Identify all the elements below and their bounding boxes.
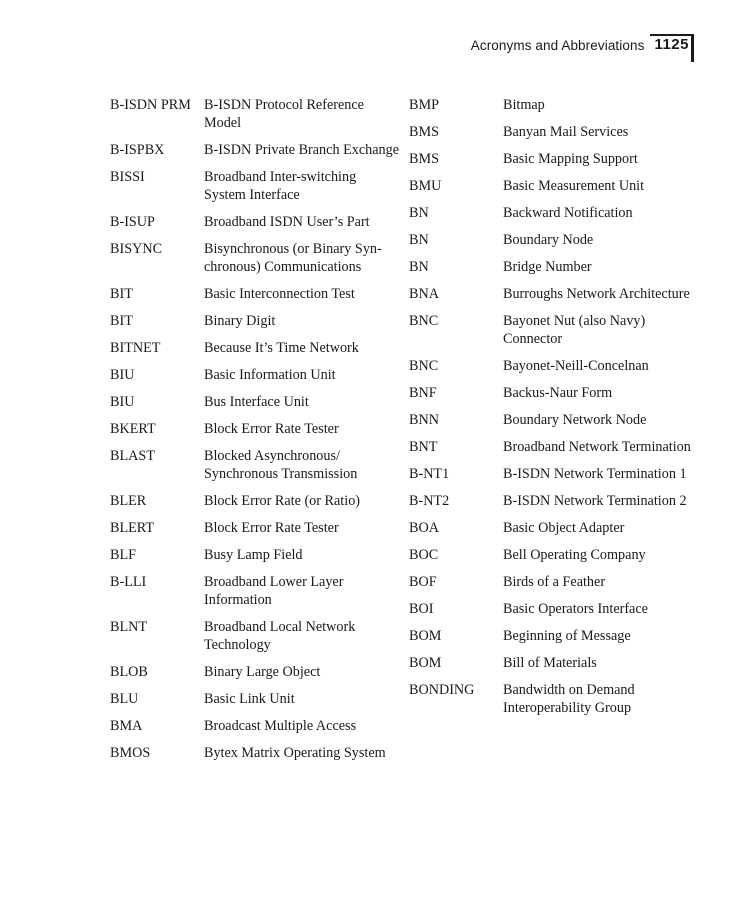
acronym: BITNET [110,340,161,356]
definition: Bayonet Nut (also Navy) Connector [503,313,646,347]
glossary-entry [110,447,400,483]
glossary-entry [110,168,400,204]
definition: Bisynchronous (or Binary Syn-chronous) Communications [204,241,382,275]
acronym: BOM [409,655,442,671]
definition: Blocked Asynchronous/ Synchronous Transmission [204,448,358,482]
glossary-entry [110,573,400,609]
definition: Bayonet-Neill-Concelnan [503,358,649,374]
definition: Broadband Inter-switching System Interface [204,169,357,203]
glossary-entry [409,438,699,456]
acronym: B-ISDN PRM [110,97,191,113]
definition: B-ISDN Private Branch Exchange [204,142,400,158]
glossary-entry [409,177,699,195]
glossary-entry [409,627,699,645]
acronym: BMU [409,178,442,194]
acronym: BNT [409,439,438,455]
glossary-entry [409,573,699,591]
acronym: BLAST [110,448,155,464]
definition: Burroughs Network Architecture [503,286,690,302]
glossary-entry [409,204,699,222]
acronym: BNN [409,412,439,428]
glossary-entry [409,258,699,276]
glossary-entry [409,96,699,114]
acronym: BIU [110,367,135,383]
definition: Bytex Matrix Operating System [204,745,386,761]
acronym: BLNT [110,619,148,635]
glossary-entry [409,492,699,510]
glossary-entry [409,465,699,483]
acronym: BIT [110,313,133,329]
definition: Basic Measurement Unit [503,178,645,194]
glossary-entry [409,411,699,429]
definition: Basic Object Adapter [503,520,625,536]
acronym: BMOS [110,745,151,761]
glossary-entry [409,546,699,564]
glossary-entry [409,681,699,717]
acronym: BIT [110,286,133,302]
definition: Broadband Lower Layer Information [204,574,344,608]
acronym: BNA [409,286,439,302]
definition: Bell Operating Company [503,547,646,563]
glossary-entry [110,213,400,231]
acronym: BISSI [110,169,145,185]
acronym: B-LLI [110,574,147,590]
definition: B-ISDN Protocol Reference Model [204,97,364,131]
running-header [471,34,692,56]
definition: Block Error Rate Tester [204,421,339,437]
definition: Broadcast Multiple Access [204,718,357,734]
glossary-entry [409,357,699,375]
glossary-entry [110,96,400,132]
definition: Beginning of Message [503,628,631,644]
acronym: BISYNC [110,241,163,257]
glossary-entry [110,492,400,510]
glossary-entry [110,141,400,159]
definition: Birds of a Feather [503,574,606,590]
definition: Block Error Rate Tester [204,520,339,536]
acronym: BOA [409,520,439,536]
right-column [409,96,699,726]
acronym: BOF [409,574,437,590]
definition: Because It’s Time Network [204,340,359,356]
acronym: BLU [110,691,139,707]
glossary-entry [409,600,699,618]
acronym: B-NT1 [409,466,450,482]
glossary-entry [409,312,699,348]
definition: Bitmap [503,97,545,113]
glossary-entry [110,663,400,681]
acronym: B-NT2 [409,493,450,509]
acronym: BNF [409,385,437,401]
definition: Banyan Mail Services [503,124,629,140]
glossary-entry [409,654,699,672]
acronym: B-ISPBX [110,142,165,158]
glossary-entry [110,420,400,438]
acronym: BMS [409,124,439,140]
definition: Boundary Node [503,232,594,248]
acronym: BLER [110,493,147,509]
acronym: BKERT [110,421,156,437]
acronym: BN [409,205,429,221]
definition: Basic Link Unit [204,691,295,707]
acronym: BONDING [409,682,475,698]
definition: Boundary Network Node [503,412,647,428]
acronym: BLOB [110,664,148,680]
definition: Bus Interface Unit [204,394,309,410]
glossary-entry [110,717,400,735]
definition: Bridge Number [503,259,592,275]
definition: Basic Operators Interface [503,601,648,617]
glossary-entry [409,384,699,402]
acronym: BMA [110,718,143,734]
acronym: BOC [409,547,439,563]
acronym: BN [409,232,429,248]
acronym: BMP [409,97,439,113]
glossary-entry [110,339,400,357]
glossary-entry [110,546,400,564]
glossary-entry [110,366,400,384]
page-number: 1125 [654,36,689,53]
header-title: Acronyms and Abbreviations [470,38,645,53]
definition: Block Error Rate (or Ratio) [204,493,361,509]
glossary-entry [110,519,400,537]
acronym: BMS [409,151,439,167]
definition: B-ISDN Network Termination 1 [503,466,687,482]
glossary-entry [409,123,699,141]
page-number-rule-side [691,34,694,62]
left-column [110,96,400,771]
glossary-entry [110,393,400,411]
glossary-entry [409,285,699,303]
definition: Broadband Network Termination [503,439,691,455]
definition: Backus-Naur Form [503,385,613,401]
definition: Binary Digit [204,313,276,329]
definition: B-ISDN Network Termination 2 [503,493,687,509]
definition: Basic Interconnection Test [204,286,355,302]
acronym: BOM [409,628,442,644]
acronym: BOI [409,601,434,617]
glossary-entry [110,312,400,330]
acronym: BIU [110,394,135,410]
definition: Backward Notification [503,205,633,221]
definition: Binary Large Object [204,664,321,680]
glossary-entry [110,618,400,654]
definition: Broadband ISDN User’s Part [204,214,370,230]
definition: Basic Mapping Support [503,151,638,167]
acronym: BNC [409,313,439,329]
definition: Bill of Materials [503,655,597,671]
acronym: BLF [110,547,137,563]
glossary-entry [110,744,400,762]
glossary-entry [409,150,699,168]
glossary-entry [110,285,400,303]
page-number-rule-top [650,34,694,36]
glossary-entry [409,519,699,537]
glossary-entry [110,690,400,708]
definition: Broadband Local Network Technology [204,619,356,653]
acronym: BLERT [110,520,155,536]
glossary-entry [110,240,400,276]
acronym: BNC [409,358,439,374]
definition: Basic Information Unit [204,367,336,383]
definition: Busy Lamp Field [204,547,303,563]
definition: Bandwidth on Demand Interoperability Group [503,682,635,716]
glossary-entry [409,231,699,249]
acronym: B-ISUP [110,214,155,230]
acronym: BN [409,259,429,275]
